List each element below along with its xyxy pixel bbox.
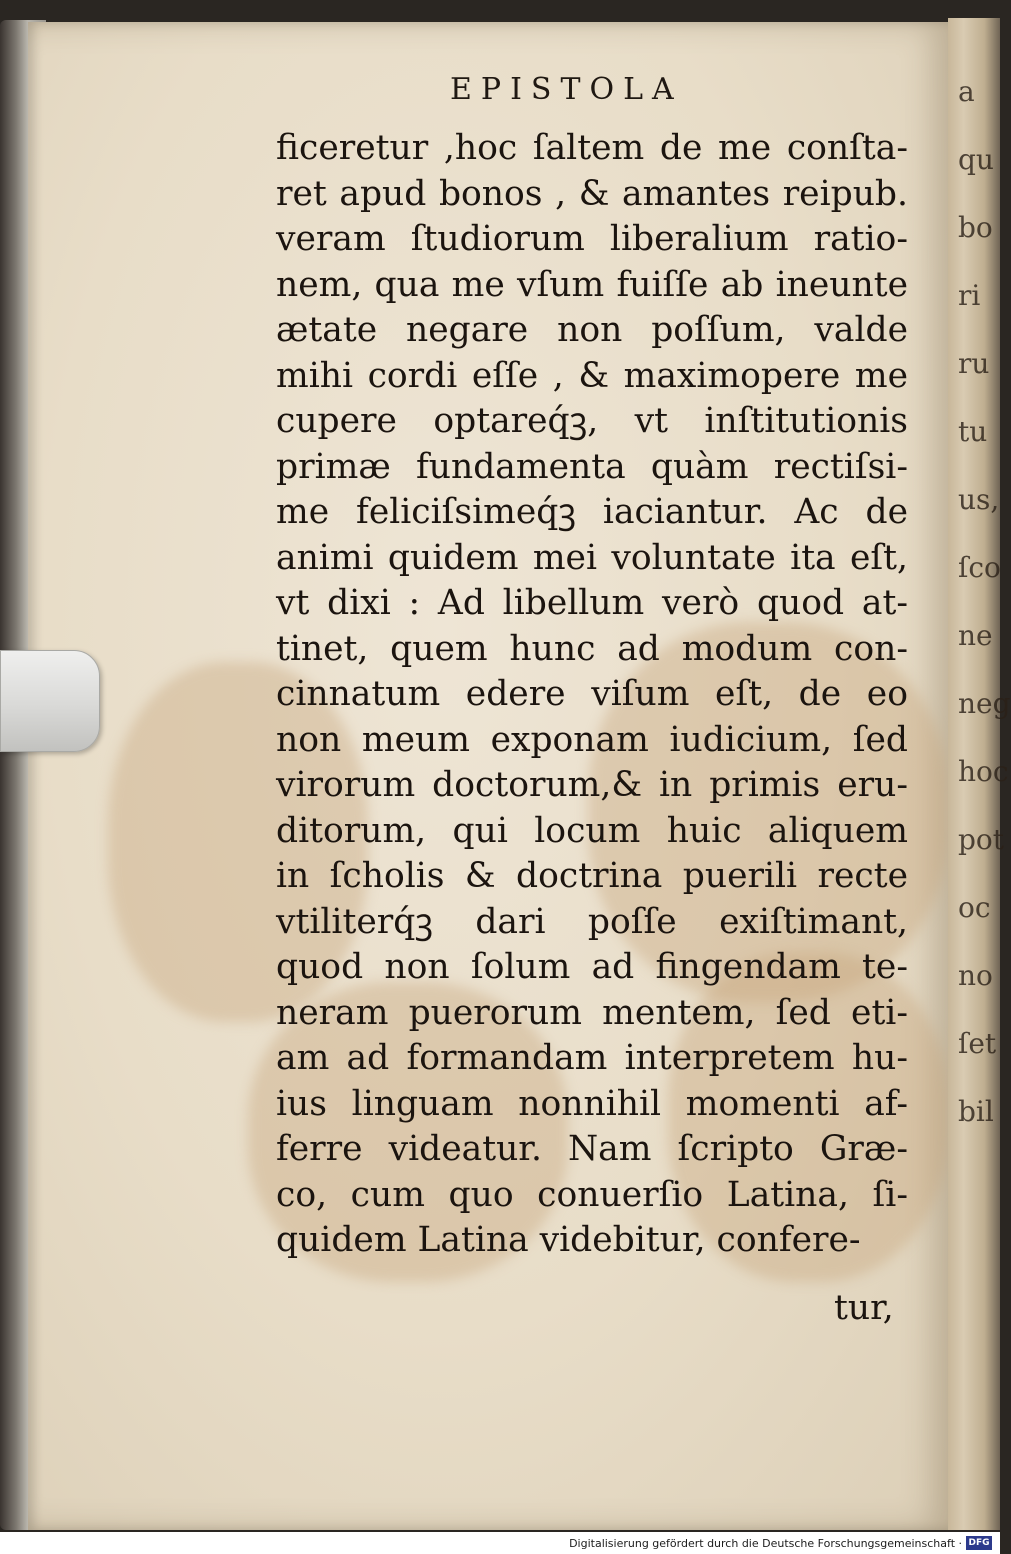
- text-line: vt dixi : Ad libellum verò quod at-: [276, 583, 908, 623]
- text-line: am ad formandam interpretem hu-: [276, 1038, 908, 1078]
- facing-page-fragments: [958, 30, 1011, 1490]
- text-line: cinnatum edere viſum eſt, de eo: [276, 674, 908, 714]
- text-line: ius linguam nonnihil momenti af-: [276, 1083, 908, 1124]
- facing-page-fragment: neg: [958, 687, 1011, 720]
- facing-page-fragment: ne: [958, 619, 993, 652]
- facing-page-fragment: tu: [958, 415, 988, 448]
- text-line: ferre videatur. Nam ſcripto Græ-: [276, 1129, 908, 1169]
- facing-page-fragment: ri: [958, 279, 981, 312]
- text-line: primæ fundamenta quàm rectiſsi-: [276, 446, 908, 487]
- text-line: cupere optareq́ꝫ, vt inſtitutionis: [276, 401, 908, 441]
- dfg-logo: DFG: [966, 1536, 992, 1550]
- text-line: vtiliterq́ꝫ dari poſſe exiſtimant,: [276, 901, 908, 942]
- text-line: ret apud bonos , & amantes reipub.: [276, 173, 908, 214]
- text-line: ætate negare non poſſum, valde: [276, 310, 908, 350]
- funding-credit: Digitalisierung gefördert durch die Deutsche Forschungsgemeinschaft ·: [569, 1537, 962, 1550]
- text-line: quod non ſolum ad fingendam te-: [276, 947, 908, 987]
- catchword: tur,: [834, 1288, 894, 1328]
- facing-page-fragment: us,: [958, 483, 1000, 516]
- page-clip: [0, 650, 100, 752]
- text-line: quidem Latina videbitur, confere-: [276, 1220, 861, 1260]
- text-line: non meum exponam iudicium, ſed: [276, 719, 908, 760]
- text-line: neram puerorum mentem, ſed eti-: [276, 992, 908, 1033]
- facing-page-fragment: no: [958, 959, 993, 992]
- facing-page-fragment: bil: [958, 1095, 994, 1128]
- text-line: veram ſtudiorum liberalium ratio-: [276, 219, 908, 259]
- facing-page-fragment: ſco: [958, 551, 1001, 584]
- text-line: mihi cordi eſſe , & maximopere me: [276, 355, 908, 396]
- text-line: ditorum, qui locum huic aliquem: [276, 810, 908, 851]
- text-line: animi quidem mei voluntate ita eſt,: [276, 537, 908, 578]
- page-text: [276, 126, 908, 1264]
- facing-page-fragment: ru: [958, 347, 990, 380]
- text-line: me feliciſsimeq́ꝫ iaciantur. Ac de: [276, 492, 908, 532]
- text-line: tinet, quem hunc ad modum con-: [276, 628, 908, 669]
- text-line: ficeretur ,hoc ſaltem de me conſta-: [276, 128, 908, 168]
- facing-page-fragment: pot: [958, 823, 1005, 856]
- text-line: virorum doctorum,& in primis eru-: [276, 765, 908, 805]
- facing-page-fragment: ſet: [958, 1027, 997, 1060]
- facing-page-fragment: qu: [958, 143, 994, 176]
- facing-page-fragment: bo: [958, 211, 993, 244]
- facing-page-fragment: hoc: [958, 755, 1009, 788]
- facing-page-fragment: a: [958, 75, 975, 108]
- running-head: EPISTOLA: [450, 72, 683, 107]
- facing-page-fragment: oc: [958, 891, 991, 924]
- text-line: nem, qua me vſum fuiſſe ab ineunte: [276, 264, 908, 305]
- text-line: co, cum quo conuerſio Latina, ſi-: [276, 1174, 908, 1215]
- text-line: in ſcholis & doctrina puerili recte: [276, 856, 908, 896]
